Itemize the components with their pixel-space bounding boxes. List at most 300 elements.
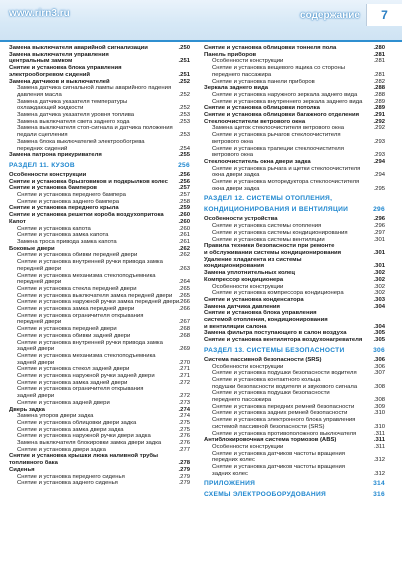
toc-entry-text: Снятие и установка внутреннего зеркала заднего вида	[212, 98, 363, 105]
toc-entry-text: Снятие и установка панели приборов	[212, 78, 315, 85]
toc-entry-text: Замена упоров двери задка	[17, 413, 94, 420]
toc-entry	[9, 380, 190, 387]
toc-page-number: .311	[373, 430, 385, 437]
toc-entry	[9, 185, 190, 192]
toc-page-number: .301	[373, 263, 385, 270]
toc-entry-text: Снятие и установка крышки люка наливной трубы	[9, 453, 159, 460]
toc-entry	[204, 257, 385, 264]
toc-entry	[204, 290, 385, 297]
toc-entry-text: Сиденья	[9, 466, 35, 473]
toc-entry	[9, 386, 190, 393]
toc-entry	[9, 226, 190, 233]
toc-entry-text: Снятие и установка переднего сиденья	[17, 473, 125, 480]
toc-entry	[204, 237, 385, 244]
toc-page-number: .263	[178, 265, 190, 272]
toc-entry-text: Снятие и установка рычага и щетки стеклоочистителя	[212, 165, 361, 172]
toc-entry-text: Снятие и установка датчиков частоты вращения	[212, 450, 345, 457]
toc-entry-text: центральным замком	[9, 58, 73, 65]
toc-entry-text: Снятие и установка замка капота	[17, 232, 109, 239]
toc-entry-text: Дверь задка	[9, 406, 45, 413]
toc-entry-text: Снятие и установка системы вентиляции	[212, 236, 325, 243]
toc-entry	[9, 246, 190, 253]
toc-entry-text: подушки безопасности водителя и звукового сигнала	[212, 383, 358, 390]
toc-page-number: .293	[373, 138, 385, 145]
toc-entry	[9, 125, 190, 132]
toc-entry	[9, 112, 190, 119]
toc-entry-text: педали сцепления	[17, 132, 68, 139]
toc-entry	[9, 333, 190, 340]
toc-entry	[9, 72, 190, 79]
toc-section-heading	[204, 206, 385, 214]
page-header	[0, 0, 402, 42]
toc-page-number: .257	[178, 192, 190, 199]
toc-entry	[204, 390, 385, 397]
toc-entry	[9, 447, 190, 454]
toc-entry-text: Замена блока выключателей электрообогрева	[17, 138, 145, 145]
toc-entry	[204, 437, 385, 444]
toc-page-number: .253	[178, 112, 190, 119]
toc-entry	[9, 340, 190, 347]
toc-page-number: .251	[178, 71, 190, 78]
toc-entry-text: Снятие и установка решетки короба воздухопритока	[9, 212, 164, 219]
toc-entry	[204, 79, 385, 86]
toc-entry	[204, 444, 385, 451]
toc-entry-text: задней двери	[17, 359, 55, 366]
toc-page-number: .312	[373, 470, 385, 477]
toc-entry	[204, 223, 385, 230]
toc-entry	[9, 205, 190, 212]
toc-page-number: .301	[373, 236, 385, 243]
toc-page-number: .302	[373, 276, 385, 283]
toc-entry-text: электрообогревом сидений	[9, 71, 91, 78]
toc-entry-text: передней двери	[17, 265, 62, 272]
toc-page-number: .305	[373, 330, 385, 337]
toc-entry	[9, 152, 190, 159]
toc-entry	[9, 480, 190, 487]
toc-entry	[9, 146, 190, 153]
toc-entry-text: передних колес	[212, 457, 255, 464]
toc-section-heading	[204, 491, 385, 499]
toc-page-number: .302	[373, 270, 385, 277]
toc-entry-text: Снятие и установка контактного кольца	[212, 376, 321, 383]
toc-page-number: .296	[373, 223, 385, 230]
toc-entry	[204, 132, 385, 139]
toc-entry	[204, 119, 385, 126]
toc-entry-text: Боковые двери	[9, 245, 55, 252]
toc-entry	[9, 139, 190, 146]
toc-entry-text: Снятие и установка выключателя замка передней двери	[17, 292, 173, 299]
toc-entry	[204, 125, 385, 132]
toc-section-heading	[204, 195, 385, 203]
toc-page-number: .262	[178, 252, 190, 259]
toc-entry	[9, 299, 190, 306]
toc-entry-text: Снятие и установка противоположного выключателя	[212, 430, 357, 437]
toc-page-number: .255	[178, 152, 190, 159]
toc-page-number: .277	[178, 446, 190, 453]
toc-page-number: .302	[373, 290, 385, 297]
toc-page-number: .308	[373, 383, 385, 390]
toc-entry-text: Снятие и установка наружного зеркала заднего вида	[212, 91, 358, 98]
toc-entry-text: Снятие и установка ограничителя открывания	[17, 386, 144, 393]
toc-entry-text: переднего пассажира	[212, 71, 272, 78]
toc-page-number: .266	[178, 306, 190, 313]
toc-entry	[204, 377, 385, 384]
toc-entry	[204, 250, 385, 257]
toc-page-number: .279	[178, 480, 190, 487]
toc-entry-text: Зеркала заднего вида	[204, 85, 269, 92]
toc-entry	[204, 230, 385, 237]
toc-page-number: .310	[373, 423, 385, 430]
toc-page-number: .256	[178, 178, 190, 185]
toc-entry-text: Снятие и установка электронного блока управления	[212, 417, 356, 424]
toc-entry	[9, 192, 190, 199]
toc-page-number: 314	[373, 480, 385, 488]
toc-entry-text: Замена фильтра поступающего в салон воздуха	[204, 330, 347, 337]
toc-page-number: 316	[373, 491, 385, 499]
toc-entry-text: Снятие и установка замка передней двери	[17, 306, 135, 313]
toc-entry-text: Снятие и установка передней двери	[17, 326, 117, 333]
toc-entry	[204, 45, 385, 52]
toc-entry	[204, 112, 385, 119]
toc-entry	[204, 146, 385, 153]
toc-entry-text: Замена выключателя аварийной сигнализации	[9, 45, 148, 51]
toc-page-number: .253	[178, 118, 190, 125]
toc-entry-text: Замена выключателя управления	[9, 51, 109, 58]
toc-entry-text: ветрового окна	[212, 138, 254, 145]
toc-page-number: .259	[178, 205, 190, 212]
toc-page-number: .288	[373, 91, 385, 98]
toc-entry-text: Замена уплотнительных колец	[204, 270, 295, 277]
toc-page-number: .264	[178, 279, 190, 286]
toc-entry	[9, 440, 190, 447]
toc-entry	[204, 72, 385, 79]
toc-entry	[204, 330, 385, 337]
toc-entry	[9, 433, 190, 440]
toc-page-number: .311	[373, 443, 385, 450]
toc-page-number: .305	[373, 337, 385, 344]
toc-page-number: .257	[178, 185, 190, 192]
toc-page-number: .251	[178, 58, 190, 65]
toc-entry	[9, 252, 190, 259]
toc-entry	[204, 404, 385, 411]
toc-entry	[204, 317, 385, 324]
toc-entry	[9, 119, 190, 126]
toc-entry	[9, 219, 190, 226]
toc-entry	[9, 58, 190, 65]
toc-page-number: .258	[178, 198, 190, 205]
toc-entry-text: охлаждающей жидкости	[17, 105, 84, 112]
toc-entry-text: Снятие и установка наружной ручки задней двери	[17, 373, 155, 380]
toc-entry-text: системой пассивной безопасности (SRS)	[212, 423, 325, 430]
toc-entry-text: Снятие и установка переднего бампера	[17, 192, 126, 199]
toc-page-number: .254	[178, 145, 190, 152]
toc-entry-text: Снятие и установка брызговиков и подкрылков колес	[9, 178, 168, 185]
toc-page-number: .304	[373, 303, 385, 310]
toc-entry	[204, 186, 385, 193]
toc-entry-text: Снятие и установка моторедуктора стеклоочистителя	[212, 179, 360, 186]
toc-entry-text: и вентиляции салона	[204, 323, 267, 330]
toc-entry-text: Стеклоочиститель окна двери задка	[204, 158, 311, 165]
toc-entry-text: Панель приборов	[204, 51, 257, 58]
toc-entry	[9, 279, 190, 286]
toc-page-number: .268	[178, 332, 190, 339]
toc-entry-text: РАЗДЕЛ 11. КУЗОВ	[9, 161, 75, 169]
toc-entry	[9, 407, 190, 414]
toc-entry-text: Особенности конструкции	[212, 283, 284, 290]
toc-entry-text: Снятие и установка механизма стеклоподъемника	[17, 272, 156, 279]
toc-page-number: .302	[373, 283, 385, 290]
toc-entry-text: Снятие и установка двери задка	[17, 446, 106, 453]
toc-page-number: .309	[373, 403, 385, 410]
toc-page-number: .260	[178, 218, 190, 225]
toc-entry-text: переднего пассажира	[212, 397, 272, 404]
toc-entry-text: Стеклоочистители ветрового окна	[204, 118, 306, 125]
toc-entry-text: Снятие и установка системы кондиционирования	[212, 229, 348, 236]
toc-entry	[9, 273, 190, 280]
toc-entry	[9, 366, 190, 373]
toc-entry	[9, 65, 190, 72]
toc-entry	[9, 45, 190, 52]
toc-page-number: .266	[178, 299, 190, 306]
toc-page-number: .279	[178, 473, 190, 480]
toc-page-number: .252	[178, 78, 190, 85]
toc-page-number: .301	[373, 249, 385, 256]
toc-page-number: .278	[178, 460, 190, 467]
toc-entry-text: Снятие и установка облицовки двери задка	[17, 419, 137, 426]
toc-entry-text: кондиционирования	[204, 263, 265, 270]
toc-entry-text: Снятие и установка задней двери	[17, 399, 110, 406]
toc-entry-text: Снятие и установка наружной ручки замка передней двери	[17, 299, 180, 306]
site-url: www.rirn3.ru	[9, 8, 70, 19]
toc-entry	[204, 297, 385, 304]
toc-entry-text: Капот	[9, 218, 26, 225]
toc-entry-text: Компрессор кондиционера	[204, 276, 284, 283]
toc-entry	[204, 370, 385, 377]
toc-page-number: .295	[373, 185, 385, 192]
toc-entry	[9, 105, 190, 112]
toc-page-number: .250	[178, 45, 190, 51]
toc-entry-text: Особенности конструкции	[212, 58, 284, 65]
toc-page-number: .288	[373, 85, 385, 92]
toc-entry-text: Замена выключателя блокировки замка двери задка	[17, 440, 162, 447]
toc-entry	[9, 453, 190, 460]
toc-page-number: .281	[373, 58, 385, 65]
toc-entry	[204, 384, 385, 391]
toc-entry	[9, 306, 190, 313]
toc-entry-text: Замена датчика давления	[204, 303, 280, 310]
toc-entry	[9, 346, 190, 353]
toc-entry	[204, 464, 385, 471]
toc-entry	[204, 471, 385, 478]
toc-page-number: .276	[178, 433, 190, 440]
toc-page-number: 306	[373, 346, 385, 354]
toc-entry	[204, 357, 385, 364]
toc-entry-text: Замена троса привода замка капота	[17, 238, 117, 245]
toc-page-number: .268	[178, 326, 190, 333]
toc-entry-text: задней двери	[17, 346, 55, 353]
toc-page-number: .289	[373, 105, 385, 112]
toc-entry	[204, 58, 385, 65]
toc-page-number: .274	[178, 406, 190, 413]
toc-entry-text: Снятие и установка подушки безопасности	[212, 390, 330, 397]
toc-entry-text: Замена датчика указателя температуры	[17, 98, 128, 105]
toc-entry-text: Снятие и установка обивки задней двери	[17, 332, 131, 339]
toc-entry	[204, 105, 385, 112]
toc-page-number: .279	[178, 466, 190, 473]
toc-page-number: .311	[373, 437, 385, 444]
toc-page-number: .306	[373, 356, 385, 363]
toc-entry-text: КОНДИЦИОНИРОВАНИЯ И ВЕНТИЛЯЦИИ	[204, 206, 349, 214]
toc-section-heading	[9, 162, 190, 170]
toc-page-number: .253	[178, 132, 190, 139]
toc-entry	[204, 431, 385, 438]
toc-page-number: .256	[178, 171, 190, 178]
toc-entry	[9, 400, 190, 407]
toc-entry-text: Снятие и установка рычагов стеклоочистителя	[212, 132, 341, 139]
toc-entry-text: Снятие и установка конденсатора	[204, 296, 304, 303]
toc-entry-text: Снятие и установка задних ремней безопасности	[212, 410, 348, 417]
toc-entry	[9, 79, 190, 86]
toc-entry-text: ПРИЛОЖЕНИЯ	[204, 480, 256, 488]
toc-entry	[9, 179, 190, 186]
toc-page-number: .289	[373, 98, 385, 105]
toc-page-number: .308	[373, 397, 385, 404]
toc-entry	[9, 266, 190, 273]
toc-entry-text: Снятие и установка вентилятора воздухонагревателя	[204, 337, 363, 344]
toc-page-number: .281	[373, 51, 385, 58]
toc-page-number: .261	[178, 232, 190, 239]
toc-entry	[9, 239, 190, 246]
toc-entry-text: Снятие и установка облицовки тоннеля пола	[204, 45, 337, 51]
toc-page-number: .275	[178, 426, 190, 433]
toc-entry-text: Снятие и установка внутренней ручки привода замка	[17, 339, 163, 346]
toc-entry-text: СХЕМЫ ЭЛЕКТРООБОРУДОВАНИЯ	[204, 491, 327, 499]
toc-entry-text: РАЗДЕЛ 13. СИСТЕМЫ БЕЗОПАСНОСТИ	[204, 346, 345, 354]
toc-page-number: .267	[178, 319, 190, 326]
toc-page-number: 296	[373, 206, 385, 214]
toc-page-number: .310	[373, 410, 385, 417]
toc-entry-text: Снятие и установка стекла передней двери	[17, 285, 137, 292]
toc-entry-text: Снятие и установка вещевого ящика со стороны	[212, 65, 345, 72]
toc-page-number: .262	[178, 245, 190, 252]
toc-page-number: .252	[178, 105, 190, 112]
toc-entry	[204, 52, 385, 59]
toc-entry-text: Система пассивной безопасности (SRS)	[204, 356, 322, 363]
toc-entry-text: Снятие и установка замка двери задка	[17, 426, 124, 433]
toc-entry	[204, 410, 385, 417]
toc-entry-text: передней двери	[17, 279, 62, 286]
toc-entry	[204, 243, 385, 250]
toc-entry	[9, 199, 190, 206]
toc-entry-text: Правила техники безопасности при ремонте	[204, 243, 335, 250]
toc-page-number: .280	[373, 45, 385, 51]
toc-entry-text: Особенности конструкции	[212, 443, 284, 450]
toc-entry	[204, 99, 385, 106]
toc-entry	[204, 159, 385, 166]
toc-entry	[204, 92, 385, 99]
toc-entry	[204, 152, 385, 159]
toc-page-number: .273	[178, 399, 190, 406]
toc-entry-text: задней двери	[17, 393, 55, 400]
toc-entry-text: Снятие и установка передних ремней безопасности	[212, 403, 355, 410]
toc-entry-text: Снятие и установка стекол задней двери	[17, 366, 130, 373]
toc-entry	[204, 263, 385, 270]
toc-page-number: .271	[178, 366, 190, 373]
toc-page-number: .276	[178, 440, 190, 447]
toc-page-number: 256	[178, 161, 190, 169]
toc-entry	[204, 397, 385, 404]
toc-entry	[9, 420, 190, 427]
toc-entry-text: Снятие и установка ограничителя открывания	[17, 312, 144, 319]
toc-entry	[9, 293, 190, 300]
toc-entry-text: топливного бака	[9, 460, 58, 467]
toc-entry	[204, 179, 385, 186]
toc-entry	[9, 427, 190, 434]
toc-page-number: .281	[373, 71, 385, 78]
toc-entry-text: окна двери задка	[212, 172, 260, 179]
toc-page-number: .272	[178, 393, 190, 400]
toc-entry-text: Снятие и установка заднего сиденья	[17, 480, 118, 487]
toc-entry	[204, 166, 385, 173]
toc-entry-text: Снятие и установка системы отопления	[212, 223, 322, 230]
toc-entry-text: передних сидений	[17, 145, 68, 152]
toc-entry	[9, 132, 190, 139]
toc-page-number: .274	[178, 413, 190, 420]
toc-entry	[9, 353, 190, 360]
toc-entry	[9, 360, 190, 367]
toc-entry-text: Снятие и установка капота	[17, 225, 91, 232]
toc-entry-text: Снятие и установка блока управления	[204, 310, 317, 317]
toc-entry	[9, 212, 190, 219]
toc-entry	[9, 373, 190, 380]
toc-entry-text: Замена патрона прикуривателя	[9, 152, 102, 159]
toc-entry-text: Снятие и установка подушки безопасности водителя	[212, 370, 357, 377]
toc-entry	[9, 313, 190, 320]
toc-entry-text: системой отопления, кондиционирования	[204, 317, 328, 324]
toc-page-number: .296	[373, 216, 385, 223]
toc-page-number: .260	[178, 212, 190, 219]
toc-entry	[9, 52, 190, 59]
toc-entry-text: передней двери	[17, 319, 62, 326]
toc-entry-text: Замена выключателя света заднего хода	[17, 118, 130, 125]
toc-section-heading	[204, 347, 385, 355]
toc-entry	[204, 337, 385, 344]
toc-entry-text: Замена выключателя стоп-сигнала и датчика положения	[17, 125, 173, 132]
toc-entry	[9, 232, 190, 239]
toc-entry-text: окна двери задка	[212, 185, 260, 192]
toc-entry-text: Особенности конструкции	[9, 171, 87, 178]
toc-entry	[204, 270, 385, 277]
toc-entry	[204, 65, 385, 72]
toc-entry-text: Замена датчика указателя уровня топлива	[17, 112, 135, 119]
toc-page-number: .270	[178, 359, 190, 366]
toc-entry	[204, 172, 385, 179]
page-title: содержание	[300, 10, 360, 21]
toc-entry-text: Снятие и установка внутренней ручки привода замка	[17, 259, 163, 266]
toc-entry-text: Замена щеток стеклоочистителя ветрового окна	[212, 125, 345, 132]
toc-entry	[9, 92, 190, 99]
toc-page-number: .269	[178, 346, 190, 353]
toc-entry	[9, 413, 190, 420]
toc-page-number: .260	[178, 225, 190, 232]
toc-entry	[9, 460, 190, 467]
toc-entry-text: РАЗДЕЛ 12. СИСТЕМЫ ОТОПЛЕНИЯ,	[204, 195, 333, 203]
toc-entry	[9, 99, 190, 106]
toc-entry	[9, 286, 190, 293]
toc-left-column	[9, 45, 190, 487]
toc-entry	[204, 324, 385, 331]
toc-page-number: .291	[373, 112, 385, 119]
